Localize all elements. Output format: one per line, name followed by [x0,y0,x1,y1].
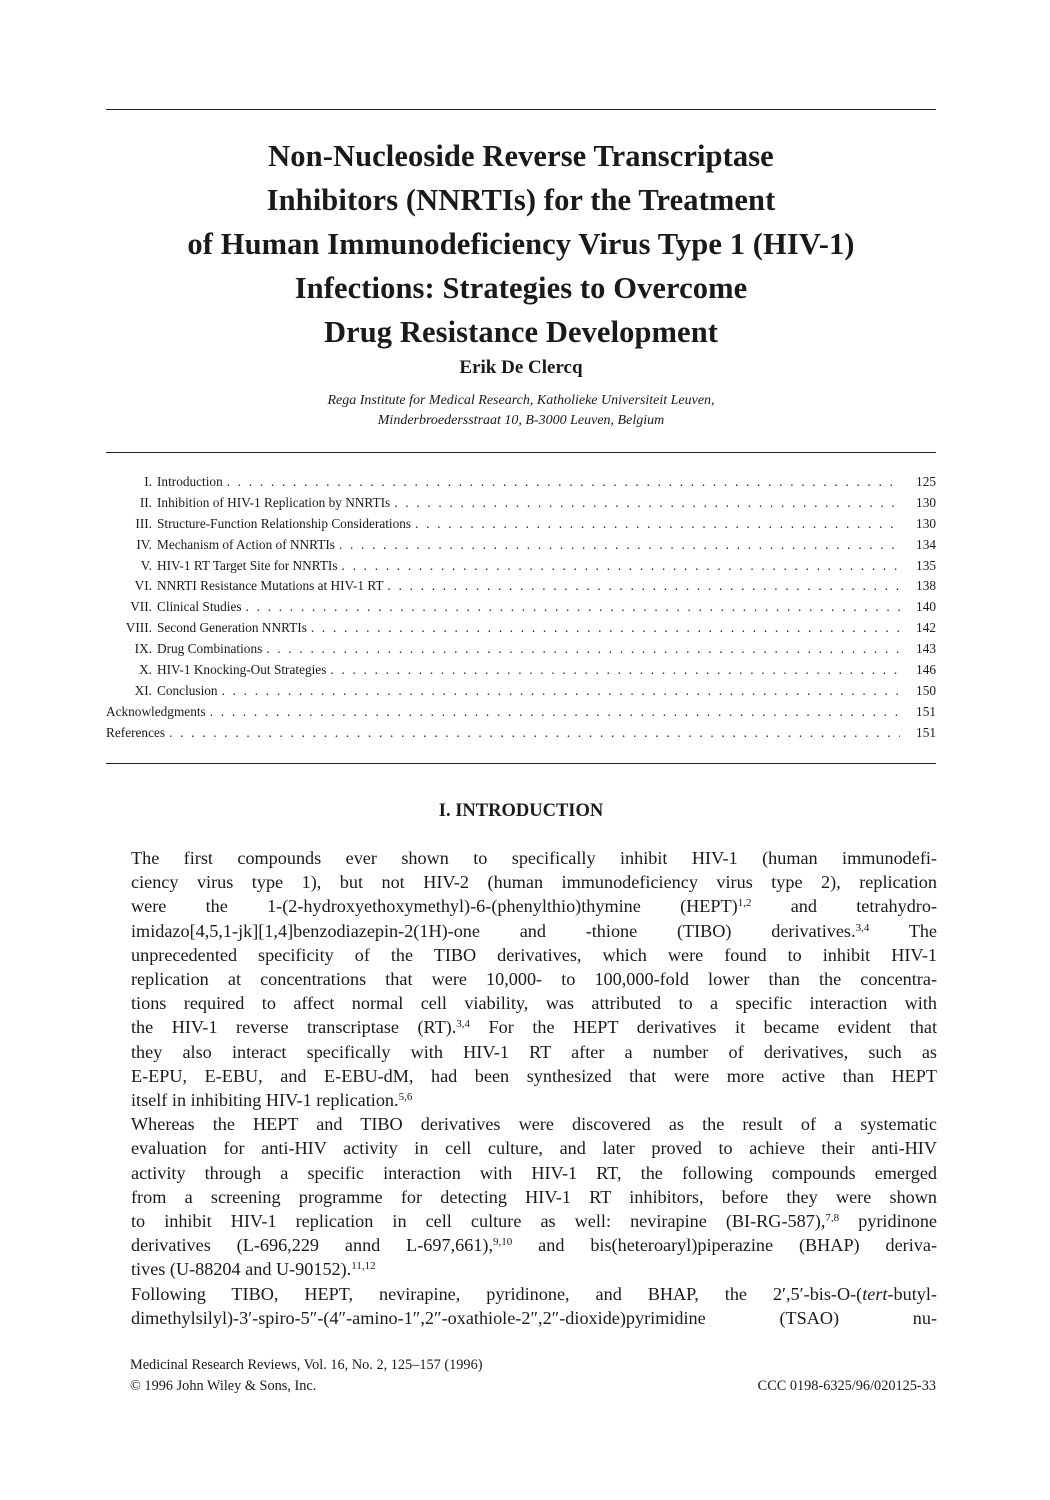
text-run: to inhibit HIV-1 replication in cell culture as well: nevirapine (BI-RG-587), [131,1211,826,1232]
toc-entry-label: HIV-1 Knocking-Out Strategies [157,662,327,678]
title-line: Non-Nucleoside Reverse Transcriptase [268,139,774,173]
text-run: Following TIBO, HEPT, nevirapine, pyridinone, and BHAP, the 2′,5′-bis-O-( [131,1283,863,1304]
toc-entry-number: I. [144,474,152,489]
ccc-code: CCC 0198-6325/96/020125-33 [757,1378,936,1394]
toc-entry-number: II. [139,494,152,510]
toc-entry-number: III. [135,515,152,531]
toc-entry [106,474,936,495]
toc-entry-number: XI. [134,682,152,698]
text-line [131,1015,937,1039]
toc-entry-label: Second Generation NNRTIs [157,620,307,636]
title-line: Infections: Strategies to Overcome [294,271,748,305]
toc-entry [106,683,936,704]
text-run: Whereas the HEPT and TIBO derivatives were discovered as the result of a systematic [131,1114,937,1135]
section-heading: I. INTRODUCTION [438,801,604,821]
text-run: unprecedented specificity of the TIBO derivatives, which were found to inhibit HIV-1 [131,944,937,965]
toc-entry [106,537,936,558]
text-run: replication at concentrations that were 10,000- to 100,000-fold lower than the concentra- [131,969,937,990]
text-line [131,1136,937,1160]
text-line [131,919,937,943]
toc-entry-page: 143 [916,641,936,657]
toc-entry-number: V. [140,557,152,573]
text-line [131,1088,937,1112]
reference-superscript: 11,12 [351,1260,376,1273]
text-run: The [869,920,937,941]
toc-leader-dots [388,578,900,594]
title-line: Inhibitors (NNRTIs) for the Treatment [266,183,776,217]
text-run: tions required to affect normal cell viability, was attributed to a specific interaction with [131,993,937,1014]
text-run: For the HEPT derivatives it became evident that [470,1017,937,1038]
text-line [131,1257,937,1281]
text-run: and bis(heteroaryl)piperazine (BHAP) deriva- [512,1235,938,1256]
reference-superscript: 3,4 [855,921,870,934]
text-line [131,1233,937,1257]
toc-entry-number: IX. [134,641,152,657]
toc-leader-dots [342,558,900,574]
author-name: Erik De Clercq [459,357,583,378]
text-run: tives (U-88204 and U-90152). [131,1259,352,1280]
text-line [131,943,937,967]
toc-entry-label: Inhibition of HIV-1 Replication by NNRTIs [157,494,391,510]
reference-superscript: 3,4 [456,1018,471,1031]
text-run: ciency virus type 1), but not HIV-2 (human immunodeficiency virus type 2), replication [131,872,937,893]
italic-run: tert [862,1283,888,1304]
toc-entry-number: IV. [136,536,152,552]
toc-leader-dots [227,474,900,490]
toc-leader-dots [330,662,900,678]
body-text [131,846,937,1330]
toc-entry [106,599,936,620]
body-paragraph [131,846,937,1112]
text-line [131,1064,937,1088]
toc-entry-number: VII. [130,599,152,615]
body-paragraph [131,1282,937,1330]
text-run: dimethylsilyl)-3′-spiro-5″-(4″-amino-1″,2″-oxathiole-2″,2″-dioxide)pyrimidine (TSAO) nu- [131,1307,937,1328]
toc-leader-dots [311,620,900,636]
top-rule [106,109,936,110]
text-run: E-EPU, E-EBU, and E-EBU-dM, had been synthesized that were more active than HEPT [131,1065,937,1086]
body-paragraph [131,1112,937,1281]
toc-entry-label: References [106,724,166,740]
title-line: Drug Resistance Development [323,315,719,349]
reference-superscript: 9,10 [493,1236,513,1249]
reference-superscript: 1,2 [737,897,752,910]
toc-entry-page: 142 [916,620,936,636]
toc-entry [106,704,936,725]
text-line [131,1112,937,1136]
text-line [131,1282,937,1306]
text-run: derivatives (L-696,229 annd L-697,661), [131,1235,494,1256]
text-line [131,1161,937,1185]
toc-leader-dots [415,516,900,532]
affiliation-line: Rega Institute for Medical Research, Katholieke Universiteit Leuven, [327,393,715,408]
toc-entry-page: 151 [916,724,936,740]
toc-entry-page: 135 [916,557,936,573]
toc-leader-dots [222,683,900,699]
text-run: evaluation for anti-HIV activity in cell culture, and later proved to achieve their anti-HIV [131,1138,937,1159]
toc-entry-label: Acknowledgments [106,703,206,719]
text-run: were the 1-(2-hydroxyethoxymethyl)-6-(phenylthio)thymine (HEPT) [131,896,738,917]
toc-entry-label: HIV-1 RT Target Site for NNRTIs [157,557,338,573]
text-line [131,1040,937,1064]
toc-entry-label: Drug Combinations [157,641,263,657]
toc-entry-page: 150 [916,682,936,698]
toc-entry-label: Introduction [157,474,223,489]
toc-entry [106,662,936,683]
article-title [106,134,936,354]
text-run: pyridinone [839,1211,937,1232]
toc-entry-label: Conclusion [157,682,218,698]
text-line [131,1185,937,1209]
affiliation-line: Minderbroedersstraat 10, B-3000 Leuven, Belgium [377,413,665,428]
toc-entry [106,558,936,579]
toc-leader-dots [169,725,900,741]
toc-entry-label: NNRTI Resistance Mutations at HIV-1 RT [157,578,384,594]
text-run: itself in inhibiting HIV-1 replication. [131,1090,399,1111]
toc-top-rule [106,452,936,453]
copyright-notice: © 1996 John Wiley & Sons, Inc. [130,1378,317,1394]
toc-entry-label: Structure-Function Relationship Considerations [157,515,412,531]
text-line [131,967,937,991]
toc-entry-page: 125 [916,474,936,489]
text-line [131,870,937,894]
reference-superscript: 7,8 [825,1212,840,1225]
toc-entry [106,578,936,599]
title-line: of Human Immunodeficiency Virus Type 1 (HIV-1) [187,227,855,261]
toc-bottom-rule [106,763,936,764]
text-line [131,846,937,870]
toc-entry-label: Clinical Studies [157,599,242,615]
toc-entry-number: VI. [134,578,152,594]
text-run: and tetrahydro- [751,896,938,917]
table-of-contents [106,474,936,746]
toc-entry [106,725,936,746]
affiliation [106,391,936,431]
text-run: activity through a specific interaction with HIV-1 RT, the following compounds emerged [131,1162,937,1183]
toc-leader-dots [394,495,900,511]
text-line [131,1209,937,1233]
toc-entry-label: Mechanism of Action of NNRTIs [157,536,335,552]
toc-entry-page: 130 [916,515,936,531]
toc-entry-number: X. [139,662,152,678]
toc-entry-page: 130 [916,494,936,510]
text-run: they also interact specifically with HIV-1 RT after a number of derivatives, such as [131,1041,937,1062]
reference-superscript: 5,6 [398,1091,413,1104]
toc-entry-page: 138 [916,578,936,594]
text-run: from a screening programme for detecting HIV-1 RT inhibitors, before they were shown [131,1186,937,1207]
toc-entry-number: VIII. [125,620,152,636]
text-run: the HIV-1 reverse transcriptase (RT). [131,1017,457,1038]
text-line [131,894,937,918]
toc-leader-dots [210,704,900,720]
toc-entry [106,516,936,537]
toc-leader-dots [339,537,900,553]
text-run: -butyl- [887,1283,937,1304]
text-run: imidazo[4,5,1-jk][1,4]benzodiazepin-2(1H)-one and -thione (TIBO) derivatives. [131,920,856,941]
text-line [131,1306,937,1330]
toc-entry [106,495,936,516]
text-line [131,991,937,1015]
toc-entry-page: 146 [916,662,936,678]
toc-entry-page: 140 [916,599,936,615]
toc-entry [106,620,936,641]
journal-citation: Medicinal Research Reviews, Vol. 16, No. 2, 125–157 (1996) [130,1357,483,1373]
toc-entry-page: 134 [916,536,936,552]
toc-leader-dots [266,641,900,657]
toc-entry-page: 151 [916,703,936,719]
toc-entry [106,641,936,662]
toc-leader-dots [246,599,900,615]
text-run: The first compounds ever shown to specifically inhibit HIV-1 (human immunodefi- [131,848,937,868]
